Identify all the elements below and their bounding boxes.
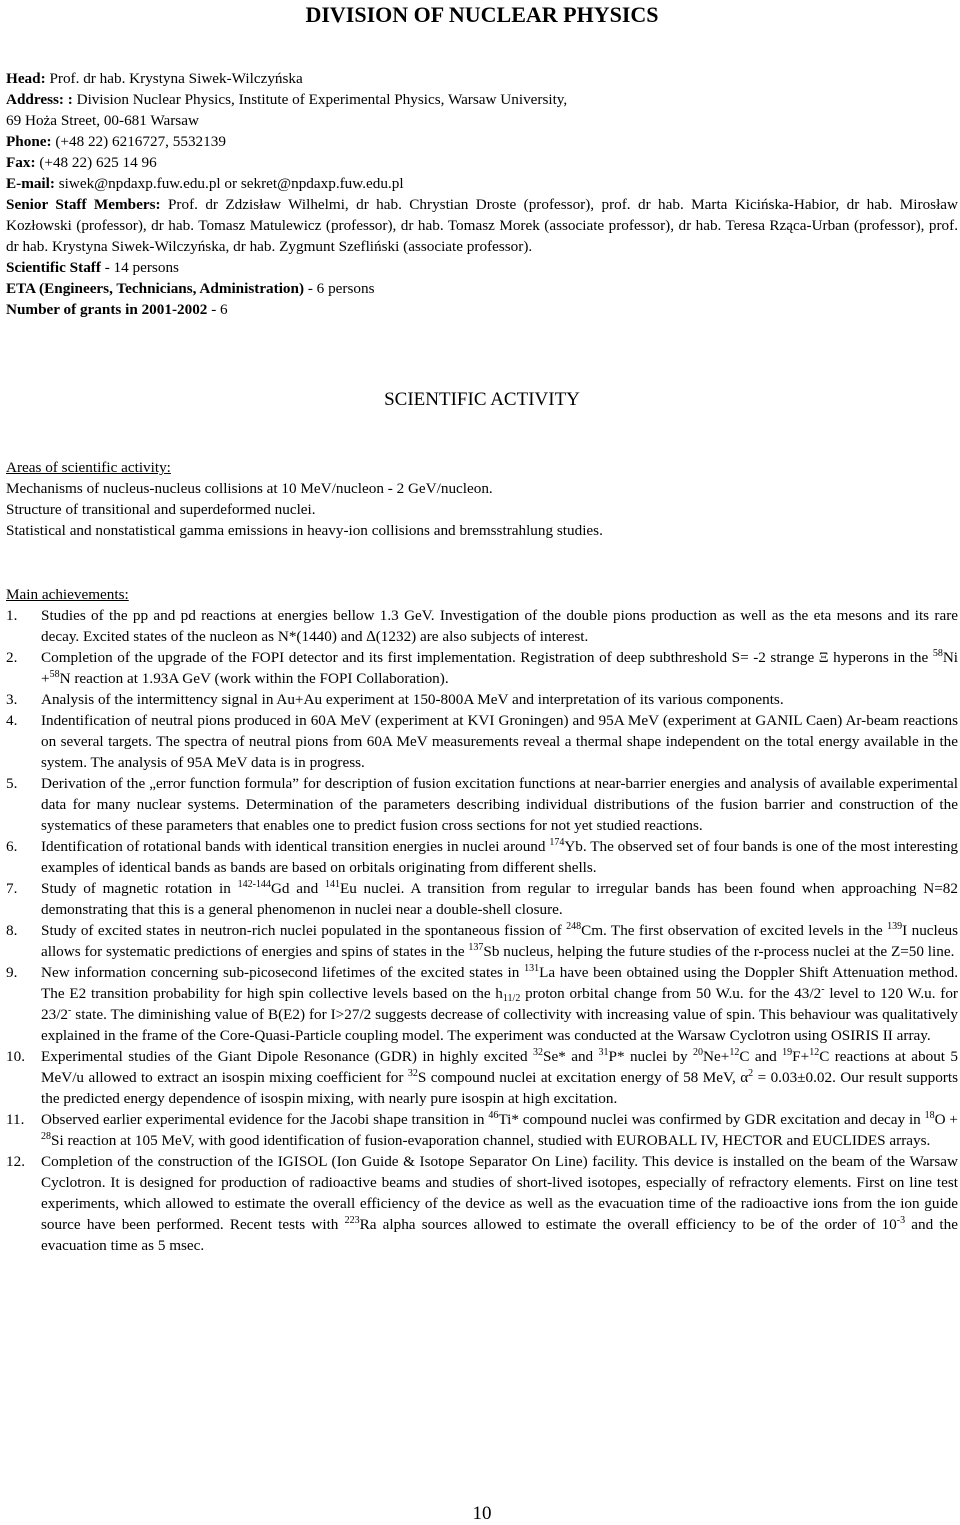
eta-value: - 6 persons [304, 280, 375, 297]
superscript: 12 [729, 1047, 740, 1058]
item-text: Derivation of the „error function formula” for description of fusion excitation functions at near-barrier energies and analysis of available experimental data for many nuclear systems. Determination of the parameters describing individual distributions of the fusion barrier and construction of the systematics of these parameters that enables one to predict fusion cross sections for not yet studied reactions. [41, 775, 958, 834]
section-title: SCIENTIFIC ACTIVITY [384, 389, 580, 410]
achievement-item [6, 1109, 958, 1151]
superscript: 58 [932, 648, 943, 659]
item-number: 6. [6, 838, 18, 855]
address-value: Division Nuclear Physics, Institute of Experimental Physics, Warsaw University, [76, 91, 568, 108]
address-line-2: 69 Hoża Street, 00-681 Warsaw [6, 112, 199, 129]
superscript: 142-144 [237, 879, 271, 890]
page-title: DIVISION OF NUCLEAR PHYSICS [305, 2, 659, 27]
item-text: O + [934, 1111, 958, 1128]
item-text: F+ [792, 1048, 810, 1065]
superscript: - [821, 984, 825, 995]
subscript: 11/2 [502, 993, 521, 1004]
areas-heading: Areas of scientific activity: [6, 459, 171, 476]
superscript: 137 [468, 942, 484, 953]
item-text: Studies of the pp and pd reactions at energies bellow 1.3 GeV. Investigation of the double pions production as well as the eta mesons and its rare decay. Excited states of the nucleon as N*(1440) and ∆(1232) are also subjects of interest. [41, 607, 958, 645]
division-info [6, 68, 958, 320]
item-text: Identification of rotational bands with identical transition energies in nuclei around [41, 838, 550, 855]
fax-line [6, 152, 958, 173]
item-number: 10. [6, 1048, 25, 1065]
item-text: Observed earlier experimental evidence for the Jacobi shape transition in [41, 1111, 489, 1128]
item-text: N reaction at 1.93A GeV (work within the FOPI Collaboration). [59, 670, 449, 687]
item-number: 3. [6, 691, 18, 708]
senior-staff-label: Senior Staff Members: [6, 196, 161, 213]
fax-label: Fax: [6, 154, 36, 171]
achievement-item [6, 962, 958, 1046]
achievement-item [6, 1046, 958, 1109]
item-text: New information concerning sub-picosecond lifetimes of the excited states in [41, 964, 525, 981]
item-text: Ra alpha sources allowed to estimate the overall efficiency to be of the order of 10 [359, 1216, 897, 1233]
item-text: Analysis of the intermittency signal in Au+Au experiment at 150-800A MeV and interpretation of its various components. [41, 691, 784, 708]
item-text: and the evacuation time as 5 msec. [41, 1216, 958, 1254]
item-number: 5. [6, 775, 18, 792]
area-item: Mechanisms of nucleus-nucleus collisions at 10 MeV/nucleon - 2 GeV/nucleon. [6, 480, 493, 497]
superscript: 32 [533, 1047, 544, 1058]
item-text: proton orbital change from 50 W.u. for the 43/2 [520, 985, 822, 1002]
senior-staff-value: Prof. dr Zdzisław Wilhelmi, dr hab. Chrystian Droste (professor), prof. dr hab. Marta Kicińska-Habior, dr hab. Mirosław Kozłowski (professor), dr hab. Tomasz Matulewicz (professor), dr hab. Tomasz Morek (associate professor), dr hab. Teresa Rząca-Urban (professor), prof. dr hab. Krystyna Siwek-Wilczyńska, dr hab. Zygmunt Szefliński (associate professor). [6, 196, 959, 255]
item-text: Indentification of neutral pions produced in 60A MeV (experiment at KVI Groningen) and 95A MeV (experiment at GANIL Caen) Ar-beam reactions on several targets. The spectra of neutral pions from 60A MeV measurements reveal a thermal shape independent on the total energy available in the system. The analysis of 95A MeV data is in progress. [41, 712, 958, 771]
item-number: 8. [6, 922, 18, 939]
areas-block [6, 457, 958, 541]
email-line [6, 173, 958, 194]
superscript: 20 [693, 1047, 704, 1058]
achievement-item [6, 773, 958, 836]
item-number: 11. [6, 1111, 25, 1128]
item-text: = 0.03±0.02. Our result supports the predicted energy dependence of isospin mixing, with nearly pure isospin at high excitation. [41, 1069, 958, 1107]
item-text: La have been obtained using the Doppler Shift Attenuation method. The E2 transition probability for high spin collective levels based on the h [41, 964, 959, 1002]
item-number: 2. [6, 649, 18, 666]
fax-value: (+48 22) 625 14 96 [39, 154, 157, 171]
item-text: Study of magnetic rotation in [41, 880, 238, 897]
achievements-list [6, 605, 958, 1256]
area-item: Statistical and nonstatistical gamma emissions in heavy-ion collisions and bremsstrahlung studies. [6, 522, 603, 539]
superscript: 46 [488, 1110, 499, 1121]
phone-label: Phone: [6, 133, 52, 150]
item-text: Completion of the upgrade of the FOPI detector and its first implementation. Registration of deep subthreshold S= -2 strange Ξ hyperons in the [41, 649, 933, 666]
superscript: 12 [809, 1047, 820, 1058]
email-label: E-mail: [6, 175, 55, 192]
superscript: 223 [344, 1215, 360, 1226]
grants-line [6, 299, 958, 320]
item-number: 1. [6, 607, 18, 624]
item-text: Study of excited states in neutron-rich nuclei populated in the spontaneous fission of [41, 922, 567, 939]
item-text: Yb. The observed set of four bands is one of the most interesting examples of identical bands as bands are based on orbitals originating from different shells. [41, 838, 958, 876]
superscript: 2 [748, 1068, 754, 1079]
item-text: Eu nuclei. A transition from regular to irregular bands has been found when approaching N=82 demonstrating that this is a general phenomenon in nuclei near a double-shell closure. [41, 880, 958, 918]
achievement-item [6, 1151, 958, 1256]
superscript: 58 [49, 669, 60, 680]
phone-line [6, 131, 958, 152]
item-number: 7. [6, 880, 18, 897]
scientific-staff-label: Scientific Staff [6, 259, 101, 276]
achievement-item [6, 878, 958, 920]
item-text: Ni + [41, 649, 958, 687]
achievement-item [6, 836, 958, 878]
achievement-item [6, 920, 958, 962]
achievement-item [6, 710, 958, 773]
item-text: S compound nuclei at excitation energy of 58 MeV, α [417, 1069, 749, 1086]
email-value: siwek@npdaxp.fuw.edu.pl or sekret@npdaxp.fuw.edu.pl [58, 175, 404, 192]
item-number: 9. [6, 964, 18, 981]
eta-label: ETA (Engineers, Technicians, Administration) [6, 280, 305, 297]
item-text: Se* and [543, 1048, 599, 1065]
address-line [6, 89, 958, 110]
item-number: 12. [6, 1153, 25, 1170]
superscript: 174 [549, 837, 565, 848]
item-text: Gd and [270, 880, 325, 897]
superscript: 28 [41, 1131, 51, 1142]
item-text: I nucleus allows for systematic predictions of energies and spins of states in the [41, 922, 958, 960]
item-text: Completion of the construction of the IGISOL (Ion Guide & Isotope Separator On Line) facility. This device is installed on the beam of the Warsaw Cyclotron. It is designed for production of radioactive beams and studies of short-lived isotopes, especially of refractory elements. First on line test experiments, which allowed to estimate the overall efficiency of the device as well as the evacuation time of the radioactive ions from the ion guide source have been performed. Recent tests with [41, 1153, 958, 1233]
phone-value: (+48 22) 6216727, 5532139 [55, 133, 226, 150]
scientific-staff-line [6, 257, 958, 278]
item-text: state. The diminishing value of B(E2) for I>27/2 suggests decrease of collectivity with increasing value of spin. This behaviour was qualitatively explained in the frame of the Core-Quasi-Particle coupling model. The experiment was conducted at the Warsaw Cyclotron using OSIRIS II array. [41, 1006, 958, 1044]
superscript: -3 [896, 1215, 906, 1226]
page-number: 10 [472, 1503, 492, 1524]
superscript: 32 [407, 1068, 418, 1079]
superscript: 131 [524, 963, 540, 974]
item-text: level to 120 W.u. for 23/2 [41, 985, 958, 1023]
scientific-staff-value: - 14 persons [100, 259, 179, 276]
senior-staff-paragraph [6, 194, 958, 257]
head-label: Head: [6, 70, 46, 87]
head-value: Prof. dr hab. Krystyna Siwek-Wilczyńska [49, 70, 303, 87]
item-text: Cm. The first observation of excited levels in the [581, 922, 888, 939]
item-text: Experimental studies of the Giant Dipole Resonance (GDR) in highly excited [41, 1048, 534, 1065]
head-line [6, 68, 958, 89]
item-text: Sb nucleus, helping the future studies of the r-process nuclei at the Z=50 line. [483, 943, 955, 960]
superscript: 141 [324, 879, 340, 890]
item-text: Ne+ [703, 1048, 730, 1065]
superscript: 18 [924, 1110, 935, 1121]
superscript: 19 [782, 1047, 793, 1058]
superscript: 139 [887, 921, 903, 932]
grants-label: Number of grants in 2001-2002 [6, 301, 208, 318]
superscript: 31 [598, 1047, 609, 1058]
achievements-block [6, 584, 958, 1256]
item-text: C reactions at about 5 MeV/u allowed to extract an isospin mixing coefficient for [41, 1048, 958, 1086]
item-text: P* nuclei by [608, 1048, 694, 1065]
grants-value: - 6 [207, 301, 228, 318]
achievement-item [6, 647, 958, 689]
item-text: Ti* compound nuclei was confirmed by GDR excitation and decay in [498, 1111, 925, 1128]
superscript: - [68, 1005, 72, 1016]
superscript: 248 [566, 921, 582, 932]
item-text: C and [739, 1048, 783, 1065]
achievements-heading: Main achievements: [6, 586, 129, 603]
item-text: Si reaction at 105 MeV, with good identification of fusion-evaporation channel, studied with EUROBALL IV, HECTOR and EUCLIDES arrays. [51, 1132, 931, 1149]
eta-line [6, 278, 958, 299]
item-number: 4. [6, 712, 18, 729]
area-item: Structure of transitional and superdeformed nuclei. [6, 501, 316, 518]
achievement-item [6, 689, 958, 710]
address-label: Address: : [6, 91, 73, 108]
achievement-item [6, 605, 958, 647]
